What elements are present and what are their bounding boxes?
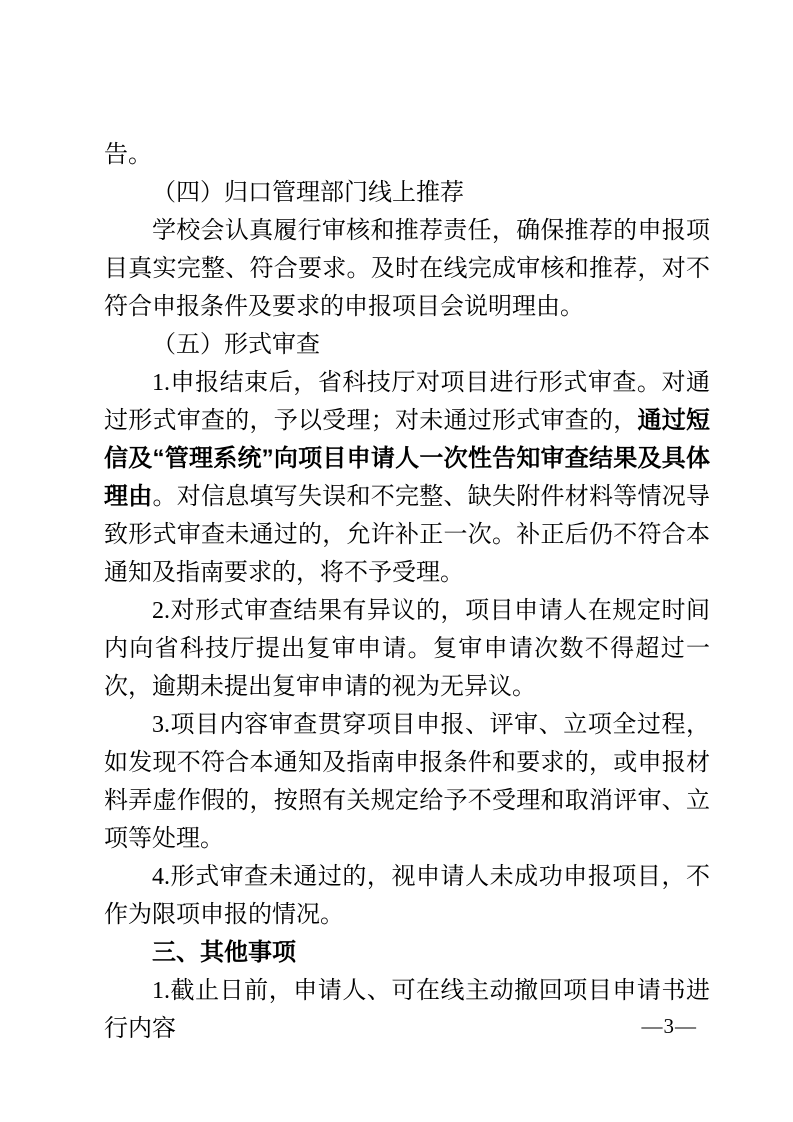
text-run: 。对信息填写失误和不完整、缺失附件材料等情况导致形式审查未通过的，允许补正一次。补正后仍不符合本通知及指南要求的，将不予受理。 [104, 484, 710, 586]
page-number: —3— [641, 1014, 697, 1038]
text-run: 告。 [104, 142, 152, 168]
paragraph [104, 972, 710, 1048]
paragraph [104, 706, 710, 858]
text-run: 学校会认真履行审核和推荐责任，确保推荐的申报项目真实完整、符合要求。及时在线完成审核和推荐，对不符合申报条件及要求的申报项目会说明理由。 [104, 218, 710, 320]
text-run: （四）归口管理部门线上推荐 [152, 180, 464, 206]
text-run-bold: 通过短信及“管理系统”向项目申请人一次性告知审查结果及具体理由 [104, 407, 710, 510]
text-run: 4.形式审查未通过的，视申请人未成功申报项目，不作为限项申报的情况。 [104, 864, 710, 928]
text-run: 2.对形式审查结果有异议的，项目申请人在规定时间内向省科技厅提出复审申请。复审申请次数不得超过一次，逾期未提出复审申请的视为无异议。 [104, 598, 710, 700]
paragraph [104, 174, 710, 212]
paragraph [104, 136, 710, 174]
paragraph [104, 364, 710, 592]
paragraph [104, 592, 710, 706]
section-heading [104, 934, 710, 972]
text-run: （五）形式审查 [152, 332, 320, 358]
text-run-bold: 三、其他事项 [152, 939, 296, 966]
paragraph [104, 858, 710, 934]
text-run: 1.截止日前，申请人、可在线主动撤回项目申请书进行内容 [104, 978, 710, 1042]
document-body [104, 136, 710, 1048]
paragraph [104, 212, 710, 326]
text-run: 1.申报结束后，省科技厅对项目进行形式审查。对通过形式审查的，予以受理；对未通过形式审查的， [104, 370, 710, 434]
paragraph [104, 326, 710, 364]
text-run: 3.项目内容审查贯穿项目申报、评审、立项全过程，如发现不符合本通知及指南申报条件和要求的，或申报材料弄虚作假的，按照有关规定给予不受理和取消评审、立项等处理。 [104, 712, 710, 852]
